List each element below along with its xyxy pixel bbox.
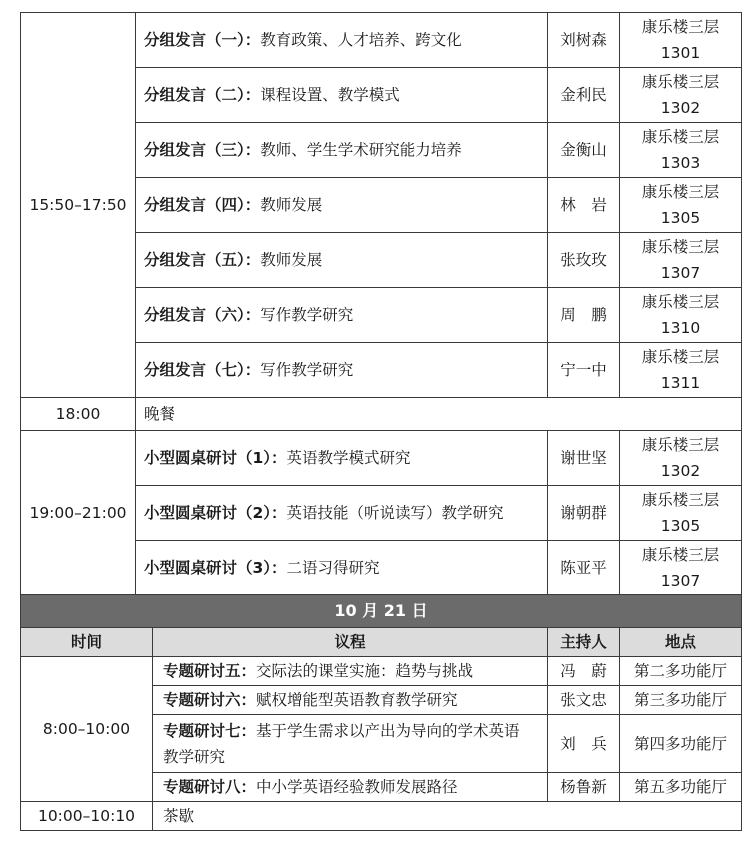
room-number: 1303 bbox=[660, 154, 701, 172]
agenda-cell bbox=[136, 486, 548, 541]
time-cell: 18:00 bbox=[21, 398, 136, 431]
session-topic: 交际法的课堂实施：趋势与挑战 bbox=[256, 662, 474, 680]
host-cell: 金衡山 bbox=[548, 123, 620, 178]
session-topic: 中小学英语经验教师发展路径 bbox=[256, 778, 458, 796]
room-cell bbox=[620, 178, 742, 233]
room-number: 1311 bbox=[660, 374, 701, 392]
table-row bbox=[21, 398, 742, 431]
room-cell bbox=[620, 431, 742, 486]
venue-cell: 第四多功能厅 bbox=[620, 715, 742, 773]
room-cell bbox=[620, 123, 742, 178]
room-number: 1307 bbox=[660, 572, 701, 590]
agenda-cell bbox=[153, 657, 548, 686]
agenda-cell bbox=[136, 123, 548, 178]
room-cell bbox=[620, 68, 742, 123]
host-cell: 谢世坚 bbox=[548, 431, 620, 486]
table-row bbox=[21, 13, 742, 68]
host-cell: 林 岩 bbox=[548, 178, 620, 233]
session-topic: 二语习得研究 bbox=[286, 559, 380, 577]
time-cell: 10:00–10:10 bbox=[21, 802, 153, 831]
host-cell: 张玫玫 bbox=[548, 233, 620, 288]
session-topic: 基于学生需求以产出为导向的学术英语教学研究 bbox=[163, 721, 520, 766]
agenda-cell bbox=[153, 715, 548, 773]
room-cell bbox=[620, 288, 742, 343]
time-cell: 19:00–21:00 bbox=[21, 431, 136, 596]
header-time: 时间 bbox=[21, 628, 153, 657]
agenda-cell bbox=[136, 68, 548, 123]
room-building: 康乐楼三层 bbox=[641, 436, 720, 454]
host-cell: 陈亚平 bbox=[548, 541, 620, 596]
session-label: 分组发言（七）： bbox=[144, 361, 261, 379]
session-label: 分组发言（一）： bbox=[144, 31, 261, 49]
agenda-cell bbox=[136, 13, 548, 68]
room-number: 1305 bbox=[660, 209, 701, 227]
venue-cell: 第五多功能厅 bbox=[620, 773, 742, 802]
session-topic: 教育政策、人才培养、跨文化 bbox=[260, 31, 462, 49]
session-topic: 英语教学模式研究 bbox=[286, 449, 411, 467]
time-cell: 15:50–17:50 bbox=[21, 13, 136, 398]
room-cell bbox=[620, 343, 742, 398]
session-label: 分组发言（四）： bbox=[144, 196, 261, 214]
host-cell: 谢朝群 bbox=[548, 486, 620, 541]
host-cell: 刘树森 bbox=[548, 13, 620, 68]
session-topic: 课程设置、教学模式 bbox=[260, 86, 400, 104]
room-number: 1305 bbox=[660, 517, 701, 535]
room-cell bbox=[620, 13, 742, 68]
session-label: 分组发言（二）： bbox=[144, 86, 261, 104]
host-cell: 冯 蔚 bbox=[548, 657, 620, 686]
table-row bbox=[21, 802, 742, 831]
session-topic: 教师发展 bbox=[260, 251, 323, 269]
session-label: 专题研讨六： bbox=[163, 691, 257, 709]
session-topic: 写作教学研究 bbox=[260, 361, 354, 379]
session-label: 小型圆桌研讨（3）： bbox=[144, 559, 287, 577]
host-cell: 张文忠 bbox=[548, 686, 620, 715]
schedule-table-day1 bbox=[20, 12, 742, 596]
session-label: 分组发言（五）： bbox=[144, 251, 261, 269]
time-cell: 8:00–10:00 bbox=[21, 657, 153, 802]
room-building: 康乐楼三层 bbox=[641, 183, 720, 201]
table-row bbox=[21, 431, 742, 486]
room-number: 1302 bbox=[660, 99, 701, 117]
room-number: 1310 bbox=[660, 319, 701, 337]
session-label: 小型圆桌研讨（2）： bbox=[144, 504, 287, 522]
schedule-table-day2 bbox=[20, 594, 742, 831]
agenda-cell: 晚餐 bbox=[136, 398, 742, 431]
room-building: 康乐楼三层 bbox=[641, 491, 720, 509]
session-topic: 教师发展 bbox=[260, 196, 323, 214]
session-label: 分组发言（三）： bbox=[144, 141, 261, 159]
agenda-cell bbox=[136, 233, 548, 288]
agenda-cell bbox=[136, 178, 548, 233]
agenda-cell bbox=[153, 773, 548, 802]
room-cell bbox=[620, 541, 742, 596]
host-cell: 刘 兵 bbox=[548, 715, 620, 773]
venue-cell: 第三多功能厅 bbox=[620, 686, 742, 715]
header-agenda: 议程 bbox=[153, 628, 548, 657]
host-cell: 杨鲁新 bbox=[548, 773, 620, 802]
room-cell bbox=[620, 233, 742, 288]
header-venue: 地点 bbox=[620, 628, 742, 657]
room-number: 1307 bbox=[660, 264, 701, 282]
session-topic: 写作教学研究 bbox=[260, 306, 354, 324]
room-building: 康乐楼三层 bbox=[641, 238, 720, 256]
host-cell: 周 鹏 bbox=[548, 288, 620, 343]
host-cell: 金利民 bbox=[548, 68, 620, 123]
room-building: 康乐楼三层 bbox=[641, 293, 720, 311]
agenda-cell: 茶歇 bbox=[153, 802, 742, 831]
agenda-cell bbox=[136, 431, 548, 486]
session-label: 专题研讨八： bbox=[163, 778, 257, 796]
session-topic: 英语技能（听说读写）教学研究 bbox=[286, 504, 504, 522]
agenda-cell bbox=[136, 541, 548, 596]
date-banner: 10 月 21 日 bbox=[21, 595, 742, 628]
session-label: 专题研讨七： bbox=[163, 721, 257, 740]
agenda-cell bbox=[136, 343, 548, 398]
room-building: 康乐楼三层 bbox=[641, 128, 720, 146]
room-building: 康乐楼三层 bbox=[641, 18, 720, 36]
header-row bbox=[21, 628, 742, 657]
agenda-cell bbox=[136, 288, 548, 343]
agenda-cell bbox=[153, 686, 548, 715]
session-label: 专题研讨五： bbox=[163, 662, 257, 680]
room-number: 1302 bbox=[660, 462, 701, 480]
session-topic: 赋权增能型英语教育教学研究 bbox=[256, 691, 458, 709]
room-cell bbox=[620, 486, 742, 541]
room-building: 康乐楼三层 bbox=[641, 348, 720, 366]
date-banner-row bbox=[21, 595, 742, 628]
table-row bbox=[21, 657, 742, 686]
venue-cell: 第二多功能厅 bbox=[620, 657, 742, 686]
session-topic: 教师、学生学术研究能力培养 bbox=[260, 141, 462, 159]
session-label: 小型圆桌研讨（1）： bbox=[144, 449, 287, 467]
header-host: 主持人 bbox=[548, 628, 620, 657]
host-cell: 宁一中 bbox=[548, 343, 620, 398]
room-building: 康乐楼三层 bbox=[641, 73, 720, 91]
room-building: 康乐楼三层 bbox=[641, 546, 720, 564]
room-number: 1301 bbox=[660, 44, 701, 62]
session-label: 分组发言（六）： bbox=[144, 306, 261, 324]
